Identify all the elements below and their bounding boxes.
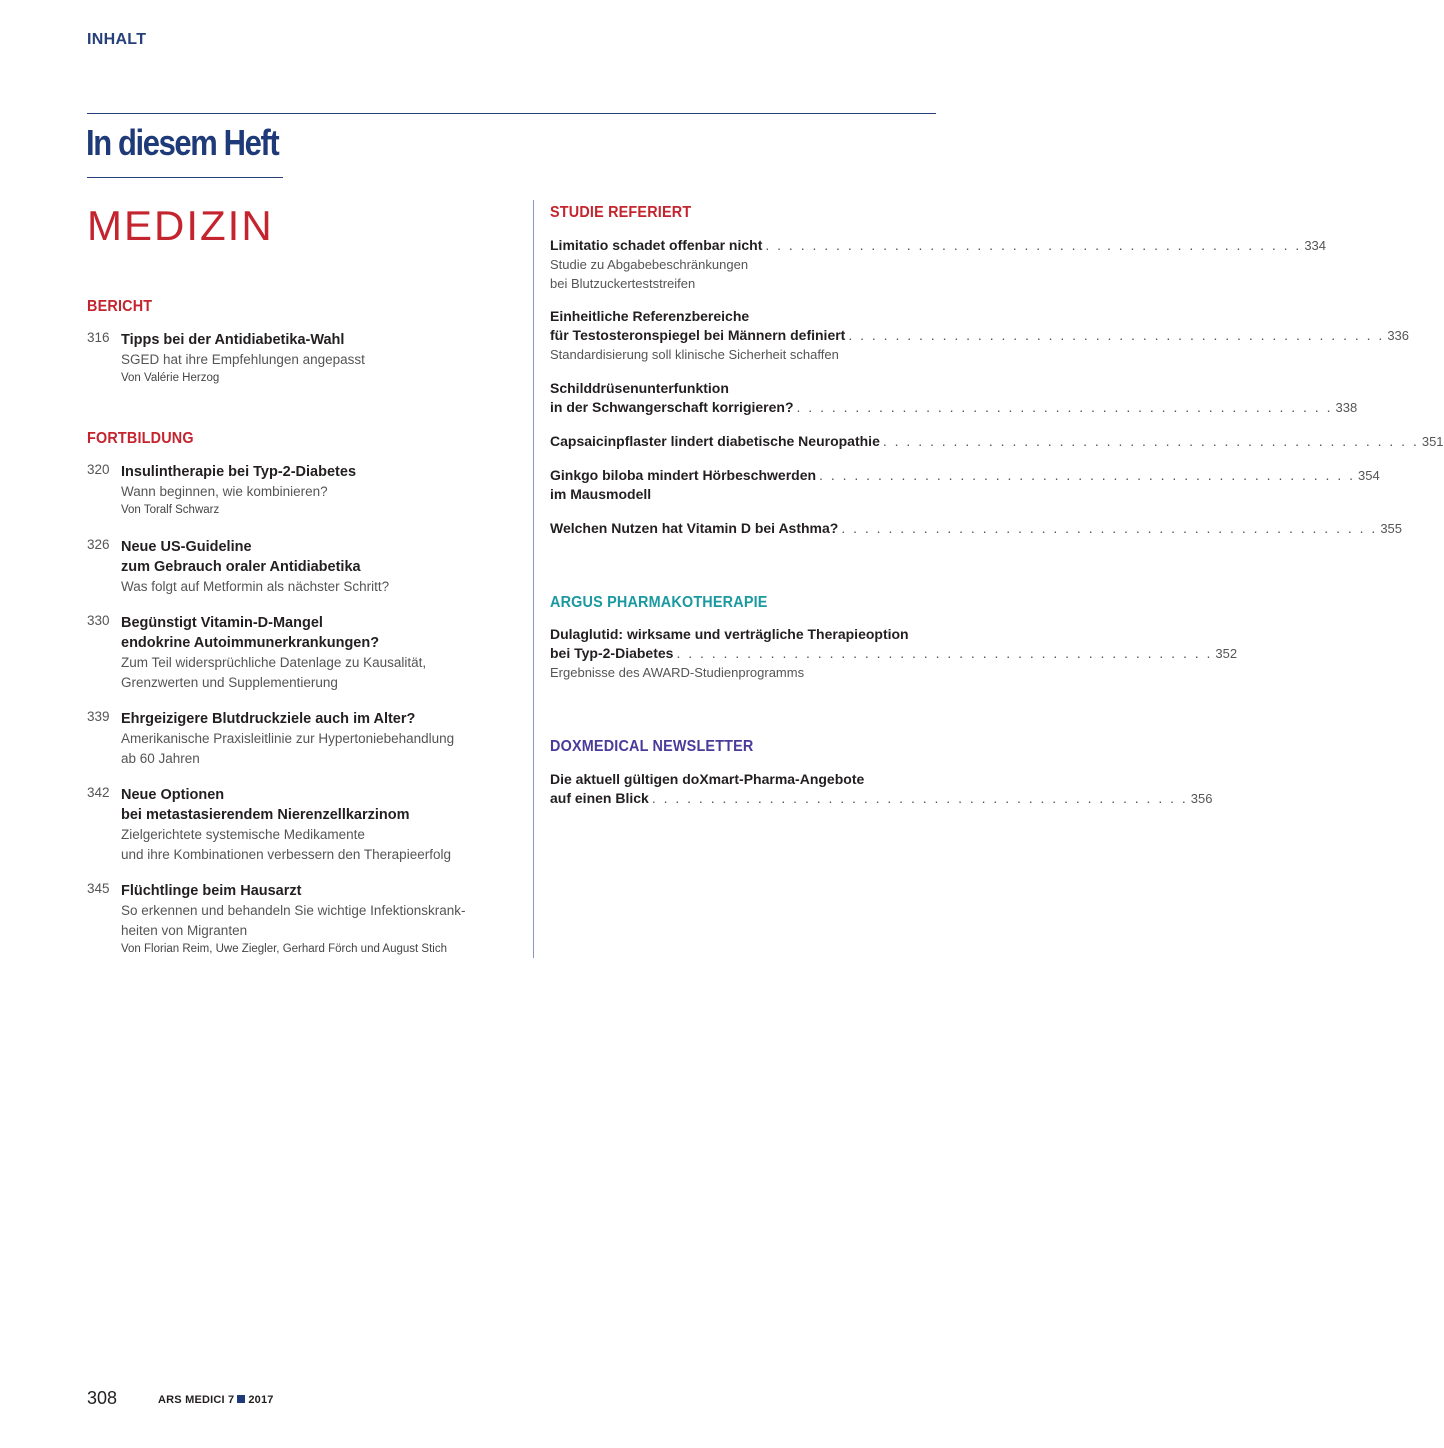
dot-leader: . . . . . . . . . . . . . . . . . . . . . . . . . . . . . . . . . . . . . . . . . . . . . .	[651, 790, 1188, 806]
entry-title: Die aktuell gültigen doXmart-Pharma-Angebote	[550, 771, 865, 787]
top-divider	[87, 113, 936, 114]
entry-subtitle: SGED hat ihre Empfehlungen angepasst	[121, 352, 365, 367]
section-heading-bericht: BERICHT	[87, 298, 153, 315]
page-number: 320	[87, 462, 110, 477]
entry-title: endokrine Autoimmunerkrankungen?	[121, 635, 380, 651]
dot-leader: . . . . . . . . . . . . . . . . . . . . . . . . . . . . . . . . . . . . . . . . . . . . . .	[848, 327, 1385, 343]
entry-author: Von Florian Reim, Uwe Ziegler, Gerhard Förch und August Stich	[121, 943, 447, 955]
journal-year: 2017	[248, 1394, 274, 1406]
toc-entry[interactable]	[550, 466, 1380, 504]
entry-subtitle: Wann beginnen, wie kombinieren?	[121, 484, 328, 499]
section-heading-argus-pharmakotherapie: ARGUS PHARMAKOTHERAPIE	[550, 594, 768, 611]
entry-subtitle: Zum Teil widersprüchliche Datenlage zu Kausalität,	[121, 655, 427, 670]
toc-entry[interactable]	[550, 770, 1213, 808]
page-number: 326	[87, 537, 110, 552]
entry-title: Insulintherapie bei Typ-2-Diabetes	[121, 464, 357, 480]
entry-title: Dulaglutid: wirksame und verträgliche Therapieoption	[550, 626, 909, 642]
entry-subtitle: bei Blutzuckerteststreifen	[550, 276, 696, 291]
entry-title: Tipps bei der Antidiabetika-Wahl	[121, 332, 345, 348]
section-heading-fortbildung: FORTBILDUNG	[87, 430, 194, 447]
section-heading-studie-referiert: STUDIE REFERIERT	[550, 204, 692, 221]
toc-entry[interactable]	[550, 379, 1358, 417]
square-separator-icon	[237, 1395, 245, 1403]
entry-title: Limitatio schadet offenbar nicht	[550, 237, 763, 253]
toc-entry[interactable]	[550, 307, 1410, 364]
entry-title: in der Schwangerschaft korrigieren?	[550, 399, 794, 415]
journal-name: ARS MEDICI 7	[158, 1394, 235, 1406]
dot-leader: . . . . . . . . . . . . . . . . . . . . . . . . . . . . . . . . . . . . . . . . . . . . . .	[841, 520, 1378, 536]
entry-title: Welchen Nutzen hat Vitamin D bei Asthma?	[550, 520, 839, 536]
toc-entry[interactable]	[87, 785, 517, 865]
dot-leader: . . . . . . . . . . . . . . . . . . . . . . . . . . . . . . . . . . . . . . . . . . . . . .	[882, 433, 1419, 449]
title-divider	[87, 177, 283, 178]
entry-title: Schilddrüsenunterfunktion	[550, 380, 729, 396]
entry-subtitle: Was folgt auf Metformin als nächster Schritt?	[121, 579, 390, 594]
dot-leader: . . . . . . . . . . . . . . . . . . . . . . . . . . . . . . . . . . . . . . . . . . . . . .	[676, 645, 1213, 661]
entry-title: Neue Optionen	[121, 787, 225, 803]
page-number: 354	[1358, 468, 1380, 483]
entry-author: Von Valérie Herzog	[121, 372, 220, 384]
section-heading-doxmedical-newsletter: DOXMEDICAL NEWSLETTER	[550, 738, 754, 755]
page-number: 352	[1215, 646, 1238, 661]
dot-leader: . . . . . . . . . . . . . . . . . . . . . . . . . . . . . . . . . . . . . . . . . . . . . .	[765, 237, 1302, 253]
dot-leader: . . . . . . . . . . . . . . . . . . . . . . . . . . . . . . . . . . . . . . . . . . . . . .	[819, 467, 1356, 483]
entry-subtitle: Studie zu Abgabebeschränkungen	[550, 257, 749, 272]
entry-title: Neue US-Guideline	[121, 539, 252, 555]
toc-entry[interactable]	[550, 519, 1403, 538]
toc-entry[interactable]	[87, 462, 517, 519]
entry-subtitle: und ihre Kombinationen verbessern den Therapieerfolg	[121, 847, 451, 862]
entry-title: Ginkgo biloba mindert Hörbeschwerden	[550, 467, 817, 483]
dot-leader: . . . . . . . . . . . . . . . . . . . . . . . . . . . . . . . . . . . . . . . . . . . . . .	[796, 399, 1333, 415]
page-number: 342	[87, 785, 110, 800]
category-title: MEDIZIN	[87, 202, 274, 249]
toc-entry[interactable]	[550, 432, 1444, 451]
page-number: 334	[1304, 238, 1327, 253]
toc-entry[interactable]	[550, 625, 1238, 682]
footer-page-number: 308	[87, 1388, 118, 1408]
page-number: 316	[87, 330, 110, 345]
toc-entry[interactable]	[87, 881, 517, 958]
entry-title: Capsaicinpflaster lindert diabetische Neuropathie	[550, 433, 880, 449]
page-number: 339	[87, 709, 110, 724]
footer-journal	[158, 1394, 274, 1406]
entry-subtitle: So erkennen und behandeln Sie wichtige Infektionskrank-	[121, 903, 466, 918]
entry-title: Begünstigt Vitamin-D-Mangel	[121, 615, 323, 631]
entry-subtitle: Amerikanische Praxisleitlinie zur Hypertoniebehandlung	[121, 731, 455, 746]
toc-entry[interactable]	[550, 236, 1327, 293]
entry-title: Flüchtlinge beim Hausarzt	[121, 883, 302, 899]
toc-entry[interactable]	[87, 330, 517, 387]
entry-subtitle: Grenzwerten und Supplementierung	[121, 675, 338, 690]
entry-subtitle: Ergebnisse des AWARD-Studienprogramms	[550, 665, 805, 680]
entry-title: zum Gebrauch oraler Antidiabetika	[121, 559, 361, 575]
entry-subtitle: Standardisierung soll klinische Sicherheit schaffen	[550, 347, 839, 362]
page-number: 338	[1335, 400, 1358, 415]
page-number: 336	[1387, 328, 1410, 343]
entry-title: für Testosteronspiegel bei Männern definiert	[550, 327, 846, 343]
entry-title: bei metastasierendem Nierenzellkarzinom	[121, 807, 410, 823]
entry-title: auf einen Blick	[550, 790, 649, 806]
page-title: In diesem Heft	[86, 122, 279, 163]
entry-author: Von Toralf Schwarz	[121, 504, 220, 516]
page-number: 351	[1421, 434, 1444, 449]
entry-title: im Mausmodell	[550, 486, 652, 502]
page-number: 330	[87, 613, 110, 628]
section-label: INHALT	[87, 31, 147, 48]
entry-subtitle: heiten von Migranten	[121, 923, 248, 938]
page-number: 356	[1190, 791, 1213, 806]
page-number: 355	[1380, 521, 1403, 536]
entry-title: Ehrgeizigere Blutdruckziele auch im Alter?	[121, 711, 416, 727]
toc-entry[interactable]	[87, 709, 517, 769]
page-number: 345	[87, 881, 110, 896]
column-divider	[533, 200, 534, 958]
entry-subtitle: ab 60 Jahren	[121, 751, 200, 766]
toc-entry[interactable]	[87, 537, 517, 597]
entry-subtitle: Zielgerichtete systemische Medikamente	[121, 827, 365, 842]
entry-title: bei Typ-2-Diabetes	[550, 645, 674, 661]
entry-title: Einheitliche Referenzbereiche	[550, 308, 750, 324]
toc-entry[interactable]	[87, 613, 517, 693]
